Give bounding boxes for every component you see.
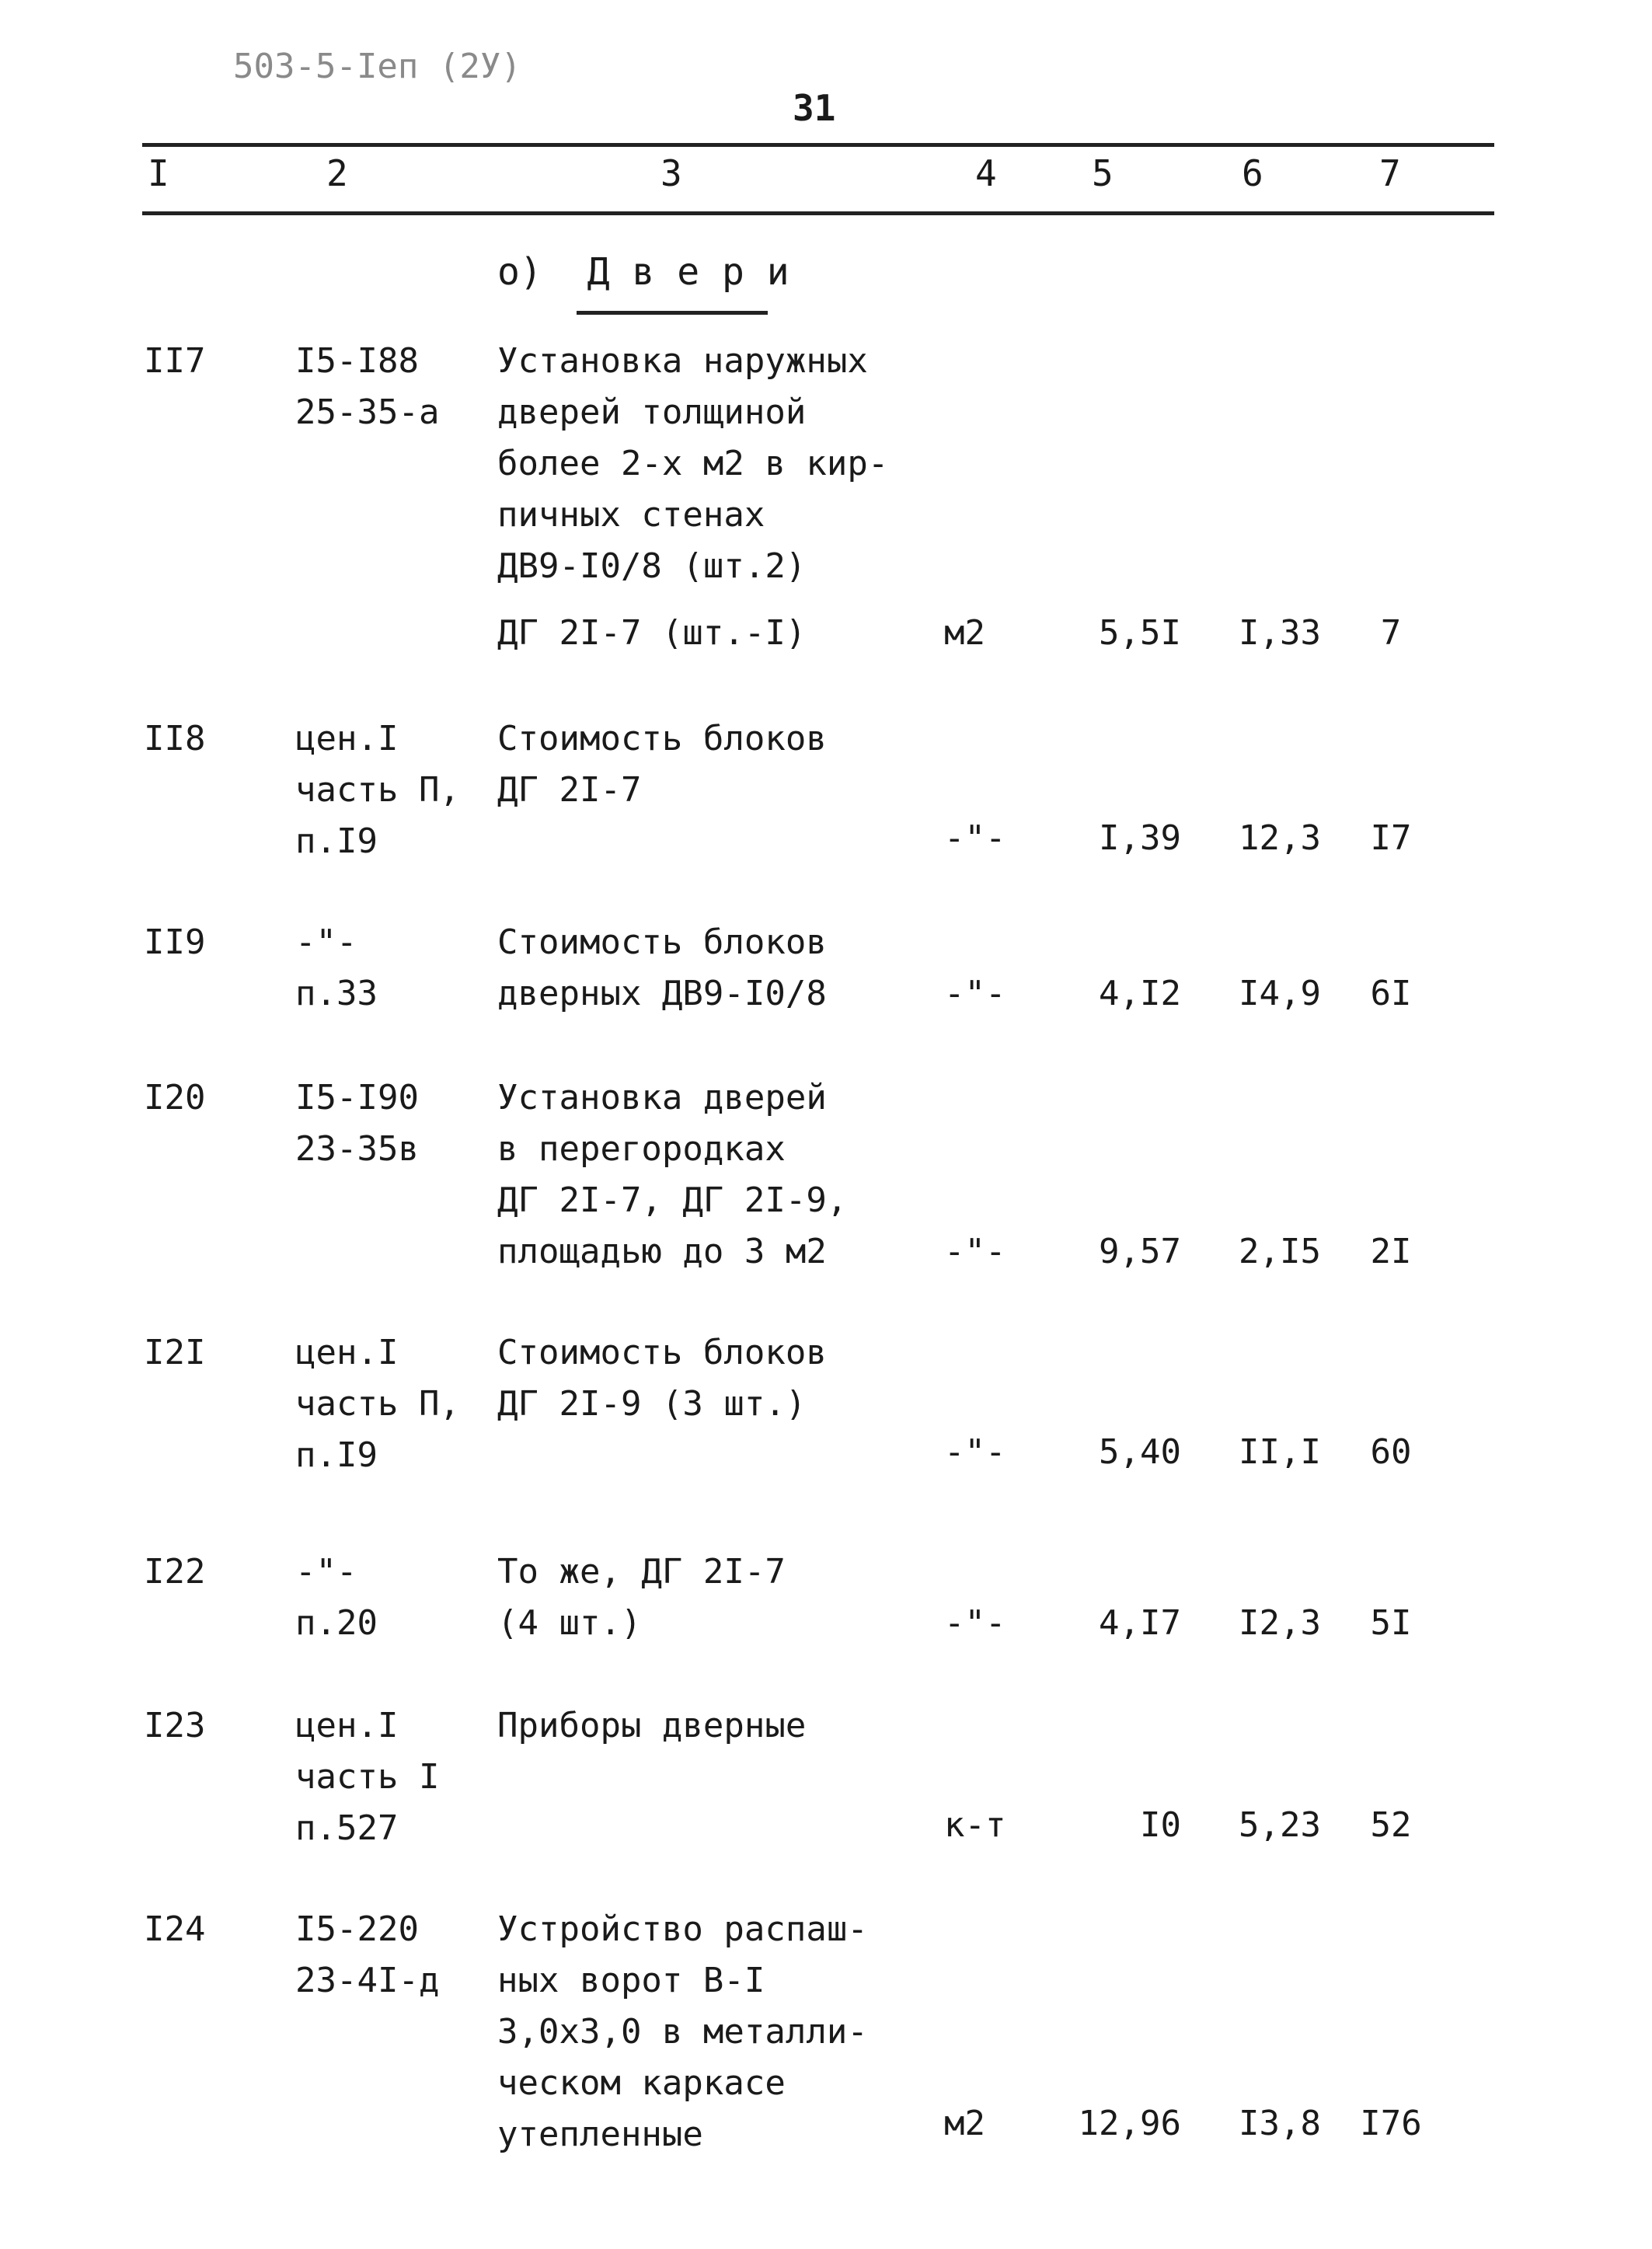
row-118-basis-2: часть П, (295, 770, 460, 810)
column-number-2: 2 (326, 152, 348, 194)
row-123-number: I23 (144, 1706, 206, 1745)
row-120-desc-3: ДГ 2I-7, ДГ 2I-9, (497, 1180, 848, 1220)
row-120-desc-4: площадью до 3 м2 (497, 1232, 827, 1271)
row-118-number: II8 (144, 719, 206, 758)
row-118-total: I7 (1370, 818, 1412, 858)
row-121-qty: 5,40 (1099, 1432, 1181, 1472)
column-number-5: 5 (1092, 152, 1114, 194)
row-120-unit: -"- (944, 1232, 1006, 1271)
table-header-rule (142, 211, 1494, 215)
row-121-total: 60 (1370, 1432, 1412, 1472)
section-title: Д в е р и (587, 250, 789, 294)
row-119-number: II9 (144, 922, 206, 962)
row-120-qty: 9,57 (1099, 1232, 1181, 1271)
row-117-total: 7 (1380, 613, 1402, 653)
row-124-total: I76 (1360, 2104, 1422, 2143)
column-number-7: 7 (1379, 152, 1401, 194)
row-124-desc-2: ных ворот В-I (497, 1961, 765, 2000)
column-number-3: 3 (660, 152, 682, 194)
row-120-desc-1: Установка дверей (497, 1078, 827, 1118)
row-118-basis-1: цен.I (295, 719, 399, 758)
table-top-rule (142, 143, 1494, 147)
row-122-basis-1: -"- (295, 1552, 357, 1592)
row-118-unit: -"- (944, 818, 1006, 858)
row-124-qty: 12,96 (1078, 2104, 1181, 2143)
row-124-basis-1: I5-220 (295, 1909, 419, 1949)
row-121-price: II,I (1239, 1432, 1321, 1472)
row-118-desc-2: ДГ 2I-7 (497, 770, 642, 810)
row-119-basis-1: -"- (295, 922, 357, 962)
row-123-desc-1: Приборы дверные (497, 1706, 807, 1745)
row-118-qty: I,39 (1099, 818, 1181, 858)
row-121-desc-1: Стоимость блоков (497, 1333, 827, 1372)
row-117-price: I,33 (1239, 613, 1321, 653)
row-123-basis-3: п.527 (295, 1808, 399, 1848)
row-121-basis-1: цен.I (295, 1333, 399, 1372)
row-121-basis-2: часть П, (295, 1384, 460, 1424)
row-124-desc-5: утепленные (497, 2115, 703, 2154)
row-122-price: I2,3 (1239, 1603, 1321, 1643)
row-117-desc-4: пичных стенах (497, 495, 765, 535)
row-124-desc-3: 3,0х3,0 в металли- (497, 2012, 868, 2052)
row-122-desc-1: То же, ДГ 2I-7 (497, 1552, 786, 1592)
row-119-desc-2: дверных ДВ9-I0/8 (497, 974, 827, 1013)
row-119-total: 6I (1370, 974, 1412, 1013)
row-120-desc-2: в перегородках (497, 1129, 786, 1169)
row-123-unit: к-т (944, 1805, 1006, 1845)
row-124-unit: м2 (944, 2104, 985, 2143)
row-122-basis-2: п.20 (295, 1603, 378, 1643)
row-117-desc-5: ДВ9-I0/8 (шт.2) (497, 546, 807, 586)
section-heading (497, 250, 789, 294)
row-117-qty: 5,5I (1099, 613, 1181, 653)
row-122-total: 5I (1370, 1603, 1412, 1643)
row-120-basis-1: I5-I90 (295, 1078, 419, 1118)
row-123-total: 52 (1370, 1805, 1412, 1845)
row-118-desc-1: Стоимость блоков (497, 719, 827, 758)
column-number-4: 4 (975, 152, 997, 194)
row-124-number: I24 (144, 1909, 206, 1949)
row-119-basis-2: п.33 (295, 974, 378, 1013)
row-121-basis-3: п.I9 (295, 1435, 378, 1475)
section-title-underline (577, 311, 768, 315)
row-123-basis-1: цен.I (295, 1706, 399, 1745)
row-124-desc-1: Устройство распаш- (497, 1909, 868, 1949)
row-119-price: I4,9 (1239, 974, 1321, 1013)
row-121-unit: -"- (944, 1432, 1006, 1472)
row-118-basis-3: п.I9 (295, 821, 378, 861)
row-119-desc-1: Стоимость блоков (497, 922, 827, 962)
row-120-basis-2: 23-35в (295, 1129, 419, 1169)
row-122-number: I22 (144, 1552, 206, 1592)
row-122-unit: -"- (944, 1603, 1006, 1643)
row-123-basis-2: часть I (295, 1757, 440, 1797)
row-124-basis-2: 23-4I-д (295, 1961, 440, 2000)
row-118-price: 12,3 (1239, 818, 1321, 858)
row-120-total: 2I (1370, 1232, 1412, 1271)
row-120-price: 2,I5 (1239, 1232, 1321, 1271)
row-122-desc-2: (4 шт.) (497, 1603, 642, 1643)
row-123-qty: I0 (1140, 1805, 1181, 1845)
row-122-qty: 4,I7 (1099, 1603, 1181, 1643)
row-117-desc-1: Установка наружных (497, 341, 868, 381)
row-119-qty: 4,I2 (1099, 974, 1181, 1013)
row-119-unit: -"- (944, 974, 1006, 1013)
section-prefix: о) (497, 250, 542, 294)
column-number-1: I (148, 152, 169, 194)
row-117-basis-1: I5-I88 (295, 341, 419, 381)
row-117-basis-2: 25-35-а (295, 392, 440, 432)
row-117-number: II7 (144, 341, 206, 381)
row-123-price: 5,23 (1239, 1805, 1321, 1845)
document-code: 503-5-Іеп (2У) (233, 47, 521, 86)
row-121-number: I2I (144, 1333, 206, 1372)
row-117-unit: м2 (944, 613, 985, 653)
row-117-desc-3: более 2-х м2 в кир- (497, 444, 889, 483)
row-117-desc-6: ДГ 2I-7 (шт.-I) (497, 613, 807, 653)
row-120-number: I20 (144, 1078, 206, 1118)
page-number: 31 (793, 87, 836, 129)
row-121-desc-2: ДГ 2I-9 (3 шт.) (497, 1384, 807, 1424)
column-number-6: 6 (1242, 152, 1263, 194)
row-117-desc-2: дверей толщиной (497, 392, 807, 432)
row-124-price: I3,8 (1239, 2104, 1321, 2143)
row-124-desc-4: ческом каркасе (497, 2063, 786, 2103)
